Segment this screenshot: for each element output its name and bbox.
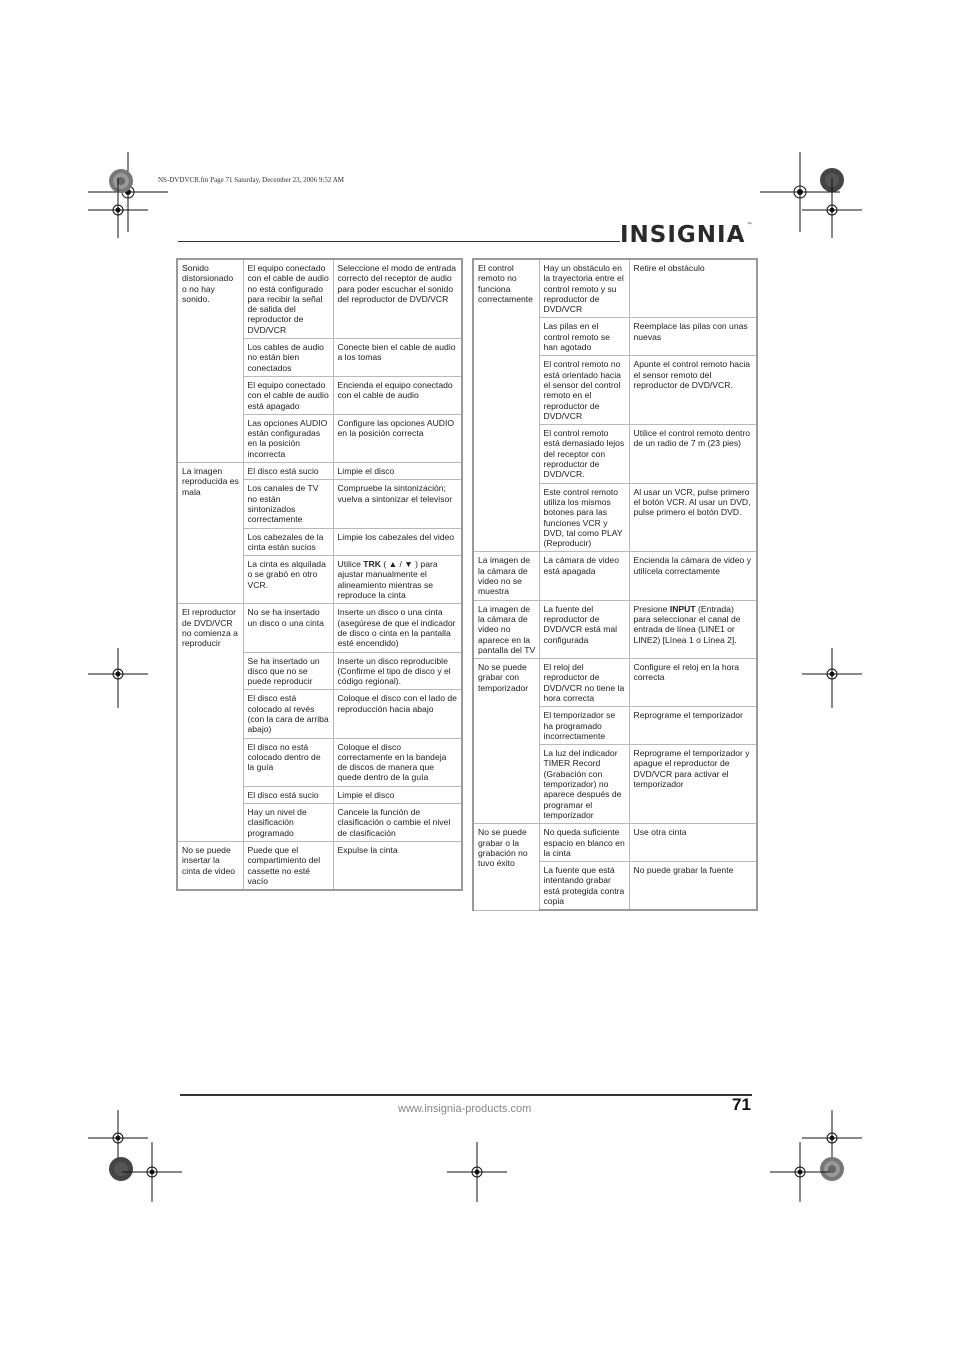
cause-cell: El control remoto está demasiado lejos del receptor con reproductor de DVD/VCR. [539, 425, 629, 483]
solution-cell: Encienda la cámara de video y utilícela correctamente [629, 552, 757, 600]
problem-cell: La imagen de la cámara de video no aparece en la pantalla del TV [473, 600, 539, 658]
logo-text: INSIGNIA [620, 222, 746, 248]
solution-cell [333, 556, 462, 604]
registration-mark-icon [802, 178, 862, 238]
solution-cell: Reemplace las pilas con unas nuevas [629, 318, 757, 356]
problem-cell: No se puede grabar o la grabación no tuvo éxito [473, 824, 539, 911]
cause-cell: El disco está sucio [243, 786, 333, 803]
table-row [177, 604, 462, 652]
solution-text: (Entrada) para seleccionar el canal de entrada de línea (LINE1 or LINE2) [Línea 1 o Línea 2]. [633, 603, 741, 645]
cause-cell: Los cabezales de la cinta están sucios [243, 528, 333, 556]
print-slug: NS-DVDVCR.fm Page 71 Saturday, December 23, 2006 9:52 AM [158, 176, 344, 184]
cause-cell: El equipo conectado con el cable de audio no está configurado para recibir la señal de salida del reproductor de DVD/VCR [243, 259, 333, 339]
cause-cell: Los canales de TV no están sintonizados correctamente [243, 480, 333, 528]
solution-cell: Retire el obstáculo [629, 259, 757, 318]
page-number: 71 [732, 1095, 751, 1114]
problem-cell: La imagen de la cámara de video no se muestra [473, 552, 539, 600]
cause-cell: Las opciones AUDIO están configuradas en la posición incorrecta [243, 414, 333, 462]
solution-cell: No puede grabar la fuente [629, 862, 757, 911]
solution-cell: Cancele la función de clasificación o cambie el nivel de clasificación [333, 804, 462, 842]
table-row [473, 659, 757, 707]
cause-cell: Los cables de audio no están bien conectados [243, 339, 333, 377]
table-row [473, 824, 757, 862]
solution-text: ( ▲ / ▼ ) para ajustar manualmente el alineamiento mientras se reproduce la cinta [337, 559, 438, 601]
cause-cell: Hay un nivel de clasificación programado [243, 804, 333, 842]
cause-cell: La luz del indicador TIMER Record (Grabación con temporizador) no aparece después de programar el temporizador [539, 745, 629, 824]
problem-cell: Sonido distorsionado o no hay sonido. [177, 259, 243, 463]
troubleshooting-table-right [472, 258, 758, 911]
registration-mark-icon [770, 1142, 830, 1202]
solution-cell: Reprograme el temporizador [629, 707, 757, 745]
cause-cell: La fuente del reproductor de DVD/VCR está mal configurada [539, 600, 629, 658]
registration-mark-icon [802, 648, 862, 708]
solution-cell: Reprograme el temporizador y apague el reproductor de DVD/VCR para activar el temporizador [629, 745, 757, 824]
table-row [473, 600, 757, 658]
cause-cell: El disco no está colocado dentro de la guía [243, 738, 333, 786]
table-row [177, 841, 462, 890]
table-row [473, 552, 757, 600]
table-row [473, 259, 757, 318]
registration-mark-icon [447, 1142, 507, 1202]
solution-cell: Limpie los cabezales del video [333, 528, 462, 556]
cause-cell: La fuente que está intentando grabar está protegida contra copia [539, 862, 629, 911]
registration-mark-icon [88, 648, 148, 708]
cause-cell: Se ha insertado un disco que no se puede reproducir [243, 652, 333, 690]
problem-cell: No se puede insertar la cinta de video [177, 841, 243, 890]
solution-cell: Utilice el control remoto dentro de un radio de 7 m (23 pies) [629, 425, 757, 483]
trk-key-label: TRK [363, 559, 381, 570]
solution-cell: Inserte un disco reproducible (Confirme el tipo de disco y el código regional). [333, 652, 462, 690]
cause-cell: No queda suficiente espacio en blanco en la cinta [539, 824, 629, 862]
cause-cell: El disco está colocado al revés (con la cara de arriba abajo) [243, 690, 333, 738]
solution-cell: Seleccione el modo de entrada correcto del receptor de audio para poder escuchar el sonido del reproductor de DVD/VCR [333, 259, 462, 339]
solution-cell: Configure el reloj en la hora correcta [629, 659, 757, 707]
solution-cell: Configure las opciones AUDIO en la posición correcta [333, 414, 462, 462]
cause-cell: El control remoto no está orientado hacia el sensor del control remoto en el reproductor de DVD/VCR [539, 356, 629, 425]
solution-cell: Conecte bien el cable de audio a los tomas [333, 339, 462, 377]
solution-text: Utilice [337, 559, 364, 570]
logo-trademark: ™ [746, 222, 754, 229]
cause-cell: Las pilas en el control remoto se han agotado [539, 318, 629, 356]
cause-cell: Hay un obstáculo en la trayectoria entre el control remoto y su reproductor de DVD/VCR [539, 259, 629, 318]
solution-text: Presione [633, 603, 670, 614]
solution-cell: Use otra cinta [629, 824, 757, 862]
problem-cell: No se puede grabar con temporizador [473, 659, 539, 824]
solution-cell: Limpie el disco [333, 786, 462, 803]
problem-cell: El control remoto no funciona correctamente [473, 259, 539, 552]
solution-cell: Limpie el disco [333, 463, 462, 480]
solution-cell: Inserte un disco o una cinta (asegúrese de que el indicador de disco o cinta en la pantalla esté encendido) [333, 604, 462, 652]
cause-cell: La cámara de video está apagada [539, 552, 629, 600]
cause-cell: El temporizador se ha programado incorrectamente [539, 707, 629, 745]
cause-cell: Puede que el compartimiento del cassette no esté vacío [243, 841, 333, 890]
insignia-logo [620, 222, 753, 248]
problem-cell: La imagen reproducida es mala [177, 463, 243, 604]
cause-cell: No se ha insertado un disco o una cinta [243, 604, 333, 652]
solution-cell: Compruebe la sintonización; vuelva a sintonizar el televisor [333, 480, 462, 528]
troubleshooting-table-left [176, 258, 463, 891]
solution-cell [629, 600, 757, 658]
cause-cell: La cinta es alquilada o se grabó en otro VCR. [243, 556, 333, 604]
footer-rule [180, 1094, 752, 1096]
input-key-label: INPUT [669, 603, 696, 614]
cause-cell: El equipo conectado con el cable de audio está apagado [243, 376, 333, 414]
table-row [177, 259, 462, 339]
solution-cell: Coloque el disco correctamente en la bandeja de discos de manera que quede dentro de la guía [333, 738, 462, 786]
table-row [177, 463, 462, 480]
header-rule [178, 241, 620, 242]
footer-url: www.insignia-products.com [398, 1103, 532, 1115]
cause-cell: El reloj del reproductor de DVD/VCR no tiene la hora correcta [539, 659, 629, 707]
solution-cell: Al usar un VCR, pulse primero el botón VCR. Al usar un DVD, pulse primero el botón DVD. [629, 483, 757, 552]
registration-mark-icon [88, 178, 148, 238]
solution-cell: Encienda el equipo conectado con el cable de audio [333, 376, 462, 414]
solution-cell: Apunte el control remoto hacia el sensor remoto del reproductor de DVD/VCR. [629, 356, 757, 425]
registration-mark-icon [122, 1142, 182, 1202]
cause-cell: El disco está sucio [243, 463, 333, 480]
solution-cell: Coloque el disco con el lado de reproducción hacia abajo [333, 690, 462, 738]
solution-cell: Expulse la cinta [333, 841, 462, 890]
problem-cell: El reproductor de DVD/VCR no comienza a reproducir [177, 604, 243, 842]
cause-cell: Este control remoto utiliza los mismos botones para las funciones VCR y DVD, tal como PLAY (Reproducir) [539, 483, 629, 552]
